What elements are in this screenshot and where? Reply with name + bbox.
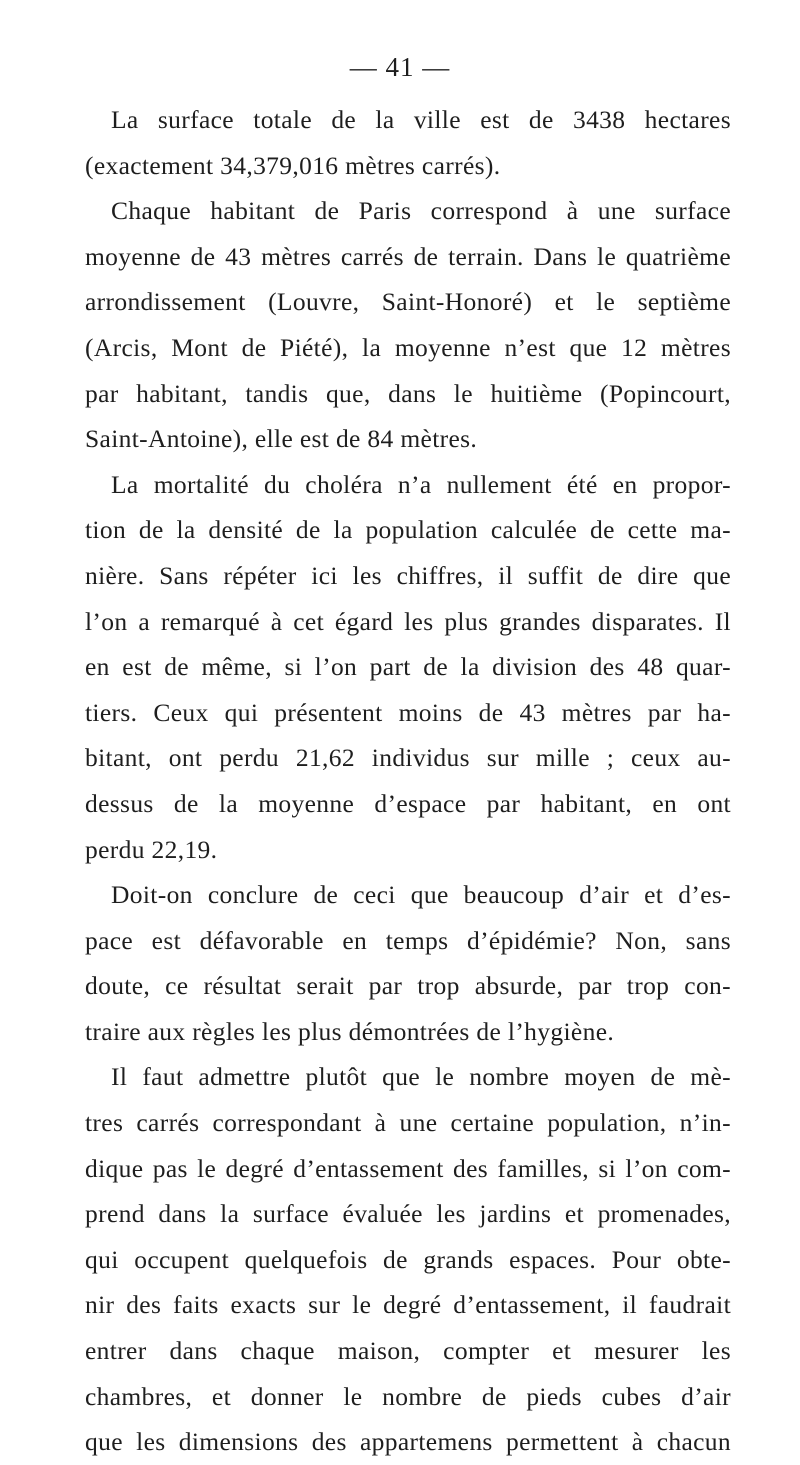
- text-line: Il faut admettre plutôt que le nombre moyen de mè-: [111, 1062, 731, 1092]
- text-line: tres carrés correspondant à une certaine population, n’in-: [85, 1108, 731, 1138]
- text-line: que les dimensions des appartemens permettent à chacun: [85, 1427, 731, 1457]
- page-number: — 41 —: [349, 52, 451, 82]
- text-line: entrer dans chaque maison, compter et mesurer les: [85, 1336, 731, 1366]
- text-line: nière. Sans répéter ici les chiffres, il suffit de dire que: [85, 560, 731, 590]
- text-line: l’on a remarqué à cet égard les plus grandes disparates. Il: [85, 606, 731, 636]
- text-line: moyenne de 43 mètres carrés de terrain. Dans le quatrième: [85, 241, 731, 271]
- text-line: nir des faits exacts sur le degré d’entassement, il faudrait: [85, 1290, 731, 1320]
- text-line: perdu 22,19.: [85, 834, 218, 864]
- body-text: [85, 97, 731, 1465]
- text-line: dique pas le degré d’entassement des familles, si l’on com-: [85, 1153, 731, 1183]
- text-line: La mortalité du choléra n’a nullement été en propor-: [111, 469, 731, 499]
- text-line: bitant, ont perdu 21,62 individus sur mille ; ceux au-: [85, 743, 731, 773]
- text-line: traire aux règles les plus démontrées de l’hygiène.: [85, 1016, 615, 1046]
- text-line: arrondissement (Louvre, Saint-Honoré) et le septième: [85, 287, 731, 317]
- text-line: (exactement 34,379,016 mètres carrés).: [85, 150, 501, 180]
- text-line: (Arcis, Mont de Piété), la moyenne n’est que 12 mètres: [85, 332, 731, 362]
- text-line: en est de même, si l’on part de la division des 48 quar-: [85, 652, 731, 682]
- text-line: doute, ce résultat serait par trop absurde, par trop con-: [85, 971, 731, 1001]
- text-line: prend dans la surface évaluée les jardins et promenades,: [85, 1199, 731, 1229]
- text-line: dessus de la moyenne d’espace par habitant, en ont: [85, 788, 731, 818]
- text-line: pace est défavorable en temps d’épidémie? Non, sans: [85, 925, 731, 955]
- text-line: Doit-on conclure de ceci que beaucoup d’air et d’es-: [111, 880, 731, 910]
- text-line: qui occupent quelquefois de grands espaces. Pour obte-: [85, 1244, 731, 1274]
- text-line: La surface totale de la ville est de 3438 hectares: [111, 105, 731, 134]
- text-line: tion de la densité de la population calculée de cette ma-: [85, 515, 731, 545]
- text-line: par habitant, tandis que, dans le huitième (Popincourt,: [85, 378, 731, 408]
- text-line: Chaque habitant de Paris correspond à une surface: [111, 196, 731, 226]
- text-line: chambres, et donner le nombre de pieds cubes d’air: [85, 1381, 731, 1411]
- text-line: tiers. Ceux qui présentent moins de 43 mètres par ha-: [85, 697, 731, 727]
- text-line: Saint-Antoine), elle est de 84 mètres.: [85, 424, 478, 454]
